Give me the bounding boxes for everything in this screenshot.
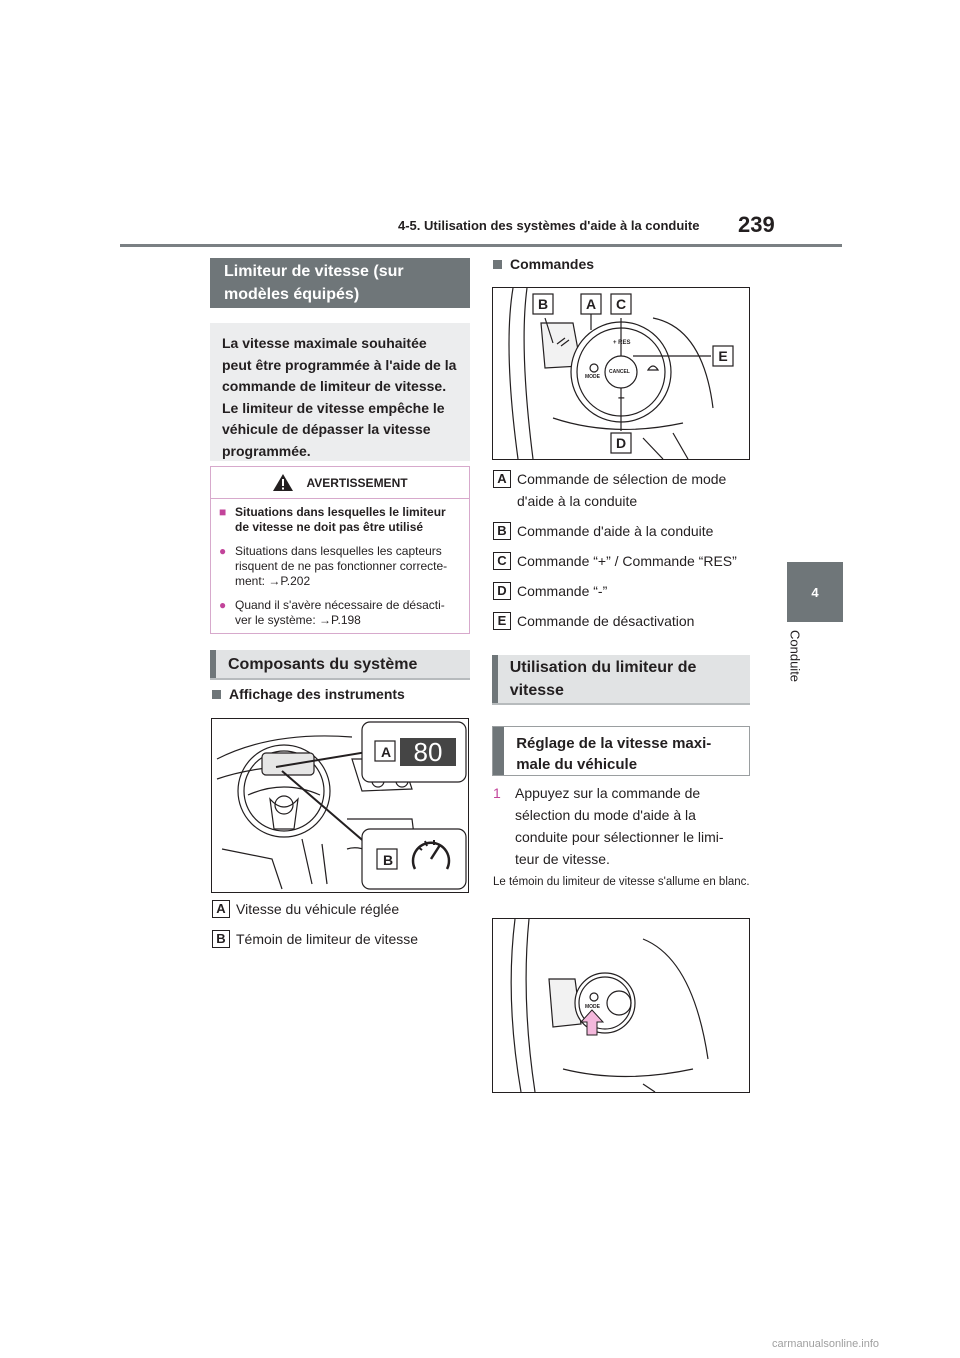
step-text: Appuyez sur la commande de sélection du mode d'aide à la conduite pour sélectionner le limi-teur de vitesse. [515, 785, 724, 867]
callout-d: D [615, 435, 627, 451]
cancel-button-label[interactable]: CANCEL [609, 369, 630, 375]
switch-panel-outline [575, 973, 635, 1033]
warning-header [211, 467, 469, 499]
legend-key: B [212, 930, 230, 948]
warning-item-text[interactable]: Situations dans lesquelles les capteurs risquent de ne pas fonctionner correcte-ment: →P.202 [235, 544, 448, 588]
running-header: 4-5. Utilisation des systèmes d'aide à la conduite [398, 218, 700, 233]
heading-bar [210, 650, 216, 678]
step-number: 1 [493, 785, 501, 801]
legend-key: B [493, 522, 511, 540]
header-divider [120, 244, 842, 247]
chapter-label: Conduite [787, 630, 803, 683]
callout-a: A [380, 744, 392, 760]
dot-bullet-icon: ● [219, 544, 227, 558]
legend-text: Commande de sélection de mode d'aide à la conduite [517, 471, 727, 509]
heading-bar [493, 727, 504, 775]
warning-heading-text: Situations dans lesquelles le limiteur de vitesse ne doit pas être utilisé [235, 505, 446, 534]
legend-text: Vitesse du véhicule réglée [236, 901, 400, 917]
page-number: 239 [738, 212, 775, 237]
legend-item [212, 898, 470, 920]
legend-item [493, 610, 751, 632]
legend-text: Commande “+” / Commande “RES” [517, 553, 737, 569]
warning-title: AVERTISSEMENT [306, 475, 408, 490]
commands-figure [492, 287, 750, 460]
square-bullet-icon: ■ [219, 505, 227, 519]
setting-heading [492, 726, 750, 776]
setting-heading-text: Réglage de la vitesse maxi-male du véhicule [516, 735, 712, 773]
components-heading-text: Composants du système [228, 655, 418, 673]
watermark: carmanualsonline.info [772, 1338, 880, 1350]
section-title-text: Limiteur de vitesse (sur modèles équipés) [224, 263, 404, 303]
legend-key: A [493, 470, 511, 488]
commands-heading-text: Commandes [510, 256, 595, 272]
legend-text: Commande d'aide à la conduite [517, 523, 714, 539]
minus-button-label[interactable]: – [618, 390, 625, 404]
callout-b: B [537, 296, 549, 312]
display-heading-text: Affichage des instruments [229, 686, 405, 702]
display-heading [212, 686, 405, 702]
legend-key: E [493, 612, 511, 630]
section-title [210, 258, 470, 308]
warning-item [219, 544, 461, 589]
warning-triangle-icon [272, 473, 294, 492]
warning-box [210, 466, 470, 634]
chapter-tab[interactable]: 4 [787, 562, 843, 622]
step-1 [493, 782, 751, 870]
commands-legend [493, 468, 751, 632]
legend-key: A [212, 900, 230, 918]
legend-item [493, 580, 751, 602]
warning-item [219, 598, 461, 628]
square-bullet-icon [212, 690, 221, 699]
legend-text: Commande de désactivation [517, 613, 695, 629]
callout-b: B [382, 852, 394, 868]
commands-heading [493, 256, 594, 272]
intro-text: La vitesse maximale souhaitée peut être programmée à l'aide de la commande de limiteur de vitesse. Le limiteur de vitesse empêche le véhicule de dépasser la vitesse programmée. [222, 335, 457, 459]
square-bullet-icon [493, 260, 502, 269]
set-speed-readout: 80 [413, 736, 443, 767]
warning-heading [219, 505, 461, 535]
legend-key: D [493, 582, 511, 600]
mode-switch-figure [492, 918, 750, 1093]
intro-box [210, 323, 470, 461]
legend-item [493, 520, 751, 542]
legend-text: Témoin de limiteur de vitesse [236, 931, 419, 947]
legend-text: Commande “-” [517, 583, 608, 599]
components-heading [210, 650, 470, 680]
legend-item [493, 550, 751, 572]
warning-item-text[interactable]: Quand il s'avère nécessaire de désacti-ver le système: →P.198 [235, 598, 445, 627]
res-button-label[interactable]: + RES [613, 340, 631, 346]
instrument-figure [211, 718, 469, 893]
callout-a: A [585, 296, 597, 312]
callout-e: E [718, 348, 728, 364]
dot-bullet-icon: ● [219, 598, 227, 612]
heading-bar [492, 655, 498, 703]
mode-button-label[interactable]: MODE [585, 374, 600, 380]
display-legend [212, 898, 470, 950]
legend-key: C [493, 552, 511, 570]
callout-c: C [615, 296, 627, 312]
step-note: Le témoin du limiteur de vitesse s'allume en blanc. [493, 876, 750, 888]
mode-button-label[interactable]: MODE [585, 1004, 600, 1010]
usage-heading [492, 655, 750, 705]
legend-item [212, 928, 470, 950]
usage-heading-text: Utilisation du limiteur de vitesse [509, 659, 697, 699]
legend-item [493, 468, 751, 512]
